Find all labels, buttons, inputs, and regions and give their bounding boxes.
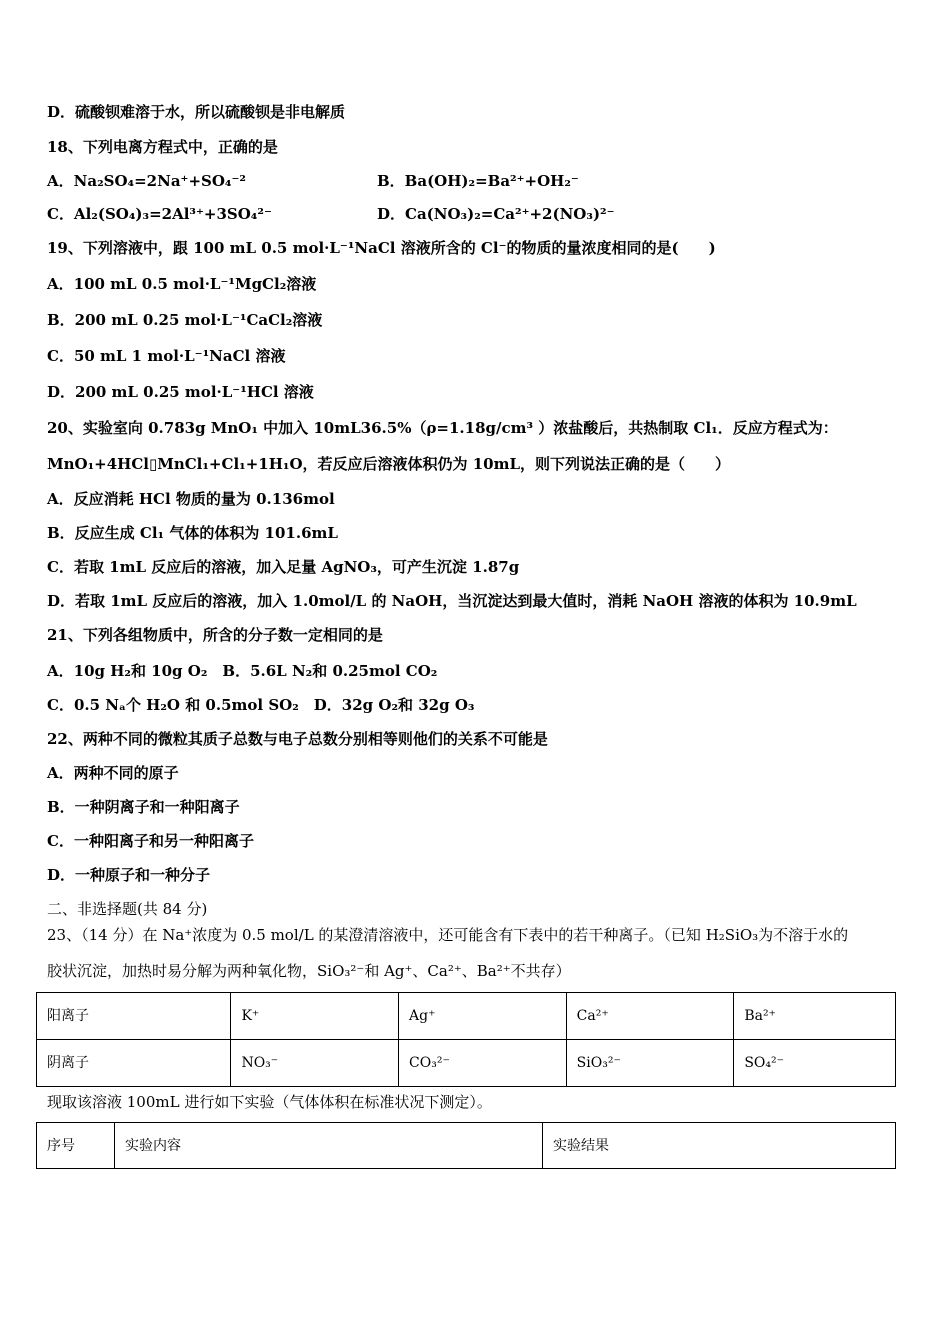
cation-label: 阳离子 — [37, 993, 231, 1040]
q18-option-c: C．Al₂(SO₄)₃=2Al³⁺+3SO₄²⁻ — [47, 205, 272, 223]
anion-cell: SiO₃²⁻ — [566, 1040, 734, 1087]
q21-stem: 21、下列各组物质中，所含的分子数一定相同的是 — [47, 626, 383, 644]
q23-intro: 现取该溶液 100mL 进行如下实验（气体体积在标准状况下测定）。 — [47, 1093, 492, 1111]
q21-options-ab: A．10g H₂和 10g O₂ B．5.6L N₂和 0.25mol CO₂ — [47, 662, 438, 680]
q20-option-b: B．反应生成 Cl₁ 气体的体积为 101.6mL — [47, 524, 338, 542]
q19-stem: 19、下列溶液中，跟 100 mL 0.5 mol·L⁻¹NaCl 溶液所含的 Cl⁻的物质的量浓度相同的是( ) — [47, 239, 716, 257]
q19-option-c: C．50 mL 1 mol·L⁻¹NaCl 溶液 — [47, 347, 286, 365]
q22-stem: 22、两种不同的微粒其质子总数与电子总数分别相等则他们的关系不可能是 — [47, 730, 548, 748]
q20-option-d: D．若取 1mL 反应后的溶液，加入 1.0mol/L 的 NaOH，当沉淀达到最大值时，消耗 NaOH 溶液的体积为 10.9mL — [47, 592, 857, 610]
q20-option-c: C．若取 1mL 反应后的溶液，加入足量 AgNO₃，可产生沉淀 1.87g — [47, 558, 520, 576]
anion-row — [37, 1040, 896, 1087]
col-header-index: 序号 — [37, 1123, 115, 1169]
q20-option-a: A．反应消耗 HCl 物质的量为 0.136mol — [47, 490, 335, 508]
q22-option-a: A．两种不同的原子 — [47, 764, 179, 782]
ion-table — [36, 992, 896, 1087]
q19-option-d: D．200 mL 0.25 mol·L⁻¹HCl 溶液 — [47, 383, 314, 401]
anion-cell: SO₄²⁻ — [734, 1040, 896, 1087]
cation-cell: Ba²⁺ — [734, 993, 896, 1040]
anion-cell: CO₃²⁻ — [399, 1040, 567, 1087]
col-header-result: 实验结果 — [543, 1123, 896, 1169]
col-header-content: 实验内容 — [115, 1123, 543, 1169]
q22-option-c: C．一种阳离子和另一种阳离子 — [47, 832, 254, 850]
experiment-header-row — [37, 1123, 896, 1169]
q23-stem-line2: 胶状沉淀，加热时易分解为两种氧化物，SiO₃²⁻和 Ag⁺、Ca²⁺、Ba²⁺不共存） — [47, 962, 571, 980]
section-heading: 二、非选择题(共 84 分) — [47, 900, 208, 918]
cation-cell: Ca²⁺ — [566, 993, 734, 1040]
q18-option-d: D．Ca(NO₃)₂=Ca²⁺+2(NO₃)²⁻ — [377, 205, 615, 223]
cation-cell: Ag⁺ — [399, 993, 567, 1040]
q21-options-cd: C．0.5 Nₐ个 H₂O 和 0.5mol SO₂ D．32g O₂和 32g O₃ — [47, 696, 475, 714]
q19-option-a: A．100 mL 0.5 mol·L⁻¹MgCl₂溶液 — [47, 275, 317, 293]
q18-option-b: B．Ba(OH)₂=Ba²⁺+OH₂⁻ — [377, 172, 579, 190]
anion-label: 阴离子 — [37, 1040, 231, 1087]
q19-option-b: B．200 mL 0.25 mol·L⁻¹CaCl₂溶液 — [47, 311, 323, 329]
q20-stem-line1: 20、实验室向 0.783g MnO₁ 中加入 10mL36.5%（ρ=1.18g/cm³ ）浓盐酸后，共热制取 Cl₁．反应方程式为： — [47, 419, 838, 437]
experiment-table — [36, 1122, 896, 1169]
q18-option-a: A．Na₂SO₄=2Na⁺+SO₄⁻² — [47, 172, 246, 190]
q23-stem-line1: 23、（14 分）在 Na⁺浓度为 0.5 mol/L 的某澄清溶液中，还可能含有下表中的若干种离子。（已知 H₂SiO₃为不溶于水的 — [47, 926, 849, 944]
q20-stem-line2: MnO₁+4HCl▯MnCl₁+Cl₁+1H₁O，若反应后溶液体积仍为 10mL，则下列说法正确的是（ ） — [47, 455, 731, 473]
q22-option-b: B．一种阴离子和一种阳离子 — [47, 798, 240, 816]
anion-cell: NO₃⁻ — [231, 1040, 399, 1087]
q18-stem: 18、下列电离方程式中，正确的是 — [47, 138, 278, 156]
q17-option-d: D．硫酸钡难溶于水，所以硫酸钡是非电解质 — [47, 103, 346, 121]
cation-row — [37, 993, 896, 1040]
cation-cell: K⁺ — [231, 993, 399, 1040]
q22-option-d: D．一种原子和一种分子 — [47, 866, 211, 884]
